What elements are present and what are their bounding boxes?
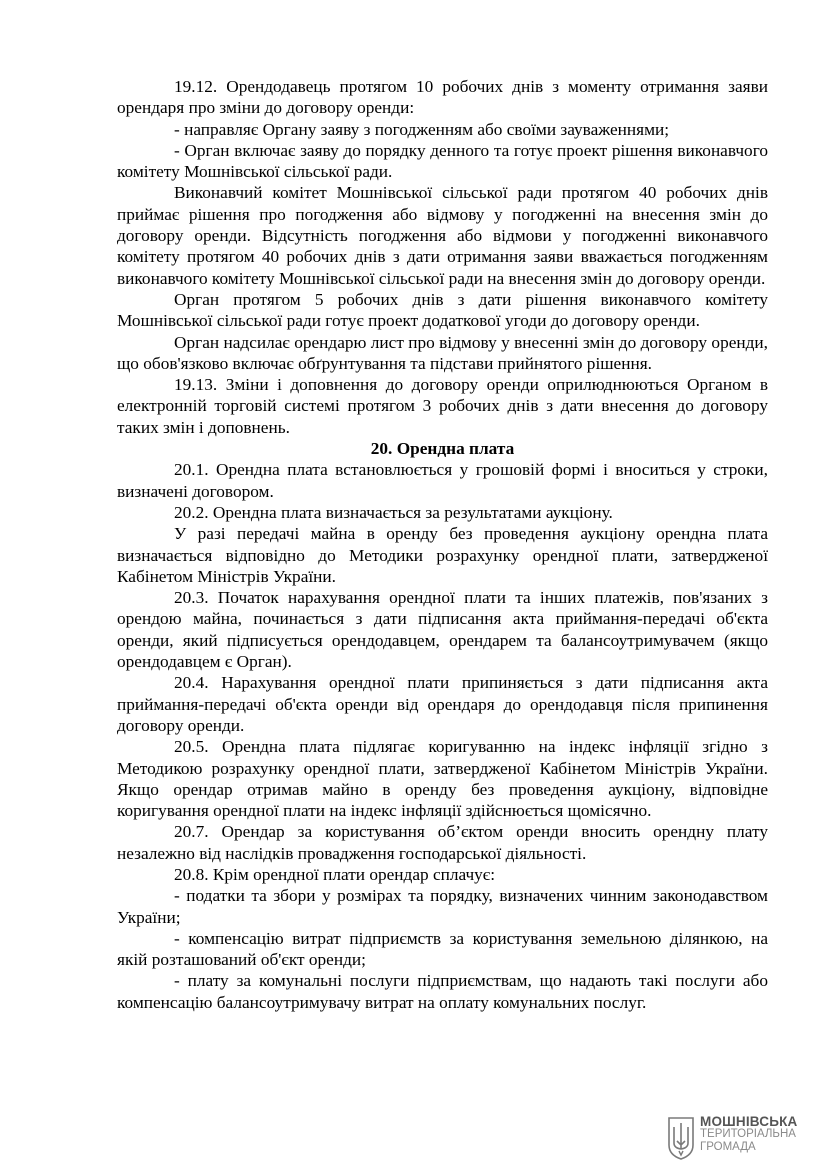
section-heading: 20. Орендна плата: [370, 439, 515, 459]
logo-subtitle-line: ТЕРИТОРІАЛЬНА: [700, 1128, 796, 1140]
paragraph: 20.2. Орендна плата визначається за результатами аукціону.: [174, 502, 613, 522]
paragraph: - податки та збори у розмірах та порядку, визначених чинним законодавством України;: [117, 886, 768, 927]
paragraph: - компенсацію витрат підприємств за користування земельною ділянкою, на якій розташований об'єкт оренди;: [117, 928, 768, 970]
paragraph: 20.4. Нарахування орендної плати припиняється з дати підписання акта приймання-передачі об'єкта оренди від орендаря до орендодавця після припинення договору оренди.: [117, 673, 768, 735]
trident-icon: [666, 1115, 696, 1161]
paragraph: Орган протягом 5 робочих днів з дати рішення виконавчого комітету Мошнівської сільської ради готує проект додаткової угоди до договору оренди.: [117, 289, 768, 331]
paragraph: 20.7. Орендар за користування об’єктом оренди вносить орендну плату незалежно від наслідків провадження господарської діяльності.: [117, 822, 768, 863]
paragraph: 20.3. Початок нарахування орендної плати та інших платежів, пов'язаних з орендою майна, починається з дати підписання акта приймання-передачі об'єкта оренди, який підписується орендодавцем, орендарем та балансоутримувачем (якщо орендодавцем є Орган).: [117, 588, 768, 672]
paragraph: Виконавчий комітет Мошнівської сільської ради протягом 40 робочих днів приймає рішення про погодження або відмову у погодженні на внесення змін до договору оренди. Відсутність погодження або відмови у погодженні виконавчого комітету протягом 40 робочих днів з дати отримання заяви вважається погодженням виконавчого комітету Мошнівської сільської ради на внесення змін до договору оренди.: [117, 183, 768, 288]
logo-subtitle-line: ГРОМАДА: [700, 1141, 756, 1153]
paragraph: 19.12. Орендодавець протягом 10 робочих днів з моменту отримання заяви орендаря про зміни до договору оренди:: [117, 77, 768, 118]
paragraph: У разі передачі майна в оренду без проведення аукціону орендна плата визначається відповідно до Методики розрахунку орендної плати, затвердженої Кабінетом Міністрів України.: [117, 524, 768, 586]
community-logo: [666, 1115, 816, 1163]
paragraph: - Орган включає заяву до порядку денного та готує проект рішення виконавчого комітету Мошнівської сільської ради.: [117, 140, 768, 182]
paragraph: - направляє Органу заяву з погодженням або своїми зауваженнями;: [174, 119, 670, 139]
paragraph: 20.5. Орендна плата підлягає коригуванню на індекс інфляції згідно з Методикою розрахунку орендної плати, затвердженої Кабінетом Міністрів України. Якщо орендар отримав майно в оренду без проведення аукціону, відповідне коригування орендної плати на індекс інфляції здійснюється щомісячно.: [117, 737, 768, 821]
paragraph: 19.13. Зміни і доповнення до договору оренди оприлюднюються Органом в електронній торговій системі протягом 3 робочих днів з дати внесення до договору таких змін і доповнень.: [117, 375, 768, 437]
logo-title: МОШНІВСЬКА: [700, 1114, 798, 1129]
paragraph: Орган надсилає орендарю лист про відмову у внесенні змін до договору оренди, що обов'язково включає обґрунтування та підстави прийнятого рішення.: [117, 332, 768, 373]
paragraph: - плату за комунальні послуги підприємствам, що надають такі послуги або компенсацію балансоутримувачу витрат на оплату комунальних послуг.: [117, 971, 768, 1012]
logo-text: [700, 1115, 798, 1154]
paragraph: 20.8. Крім орендної плати орендар сплачує:: [174, 864, 496, 884]
paragraph: 20.1. Орендна плата встановлюється у грошовій формі і вноситься у строки, визначені договором.: [117, 460, 768, 501]
document-page: [117, 76, 768, 1013]
